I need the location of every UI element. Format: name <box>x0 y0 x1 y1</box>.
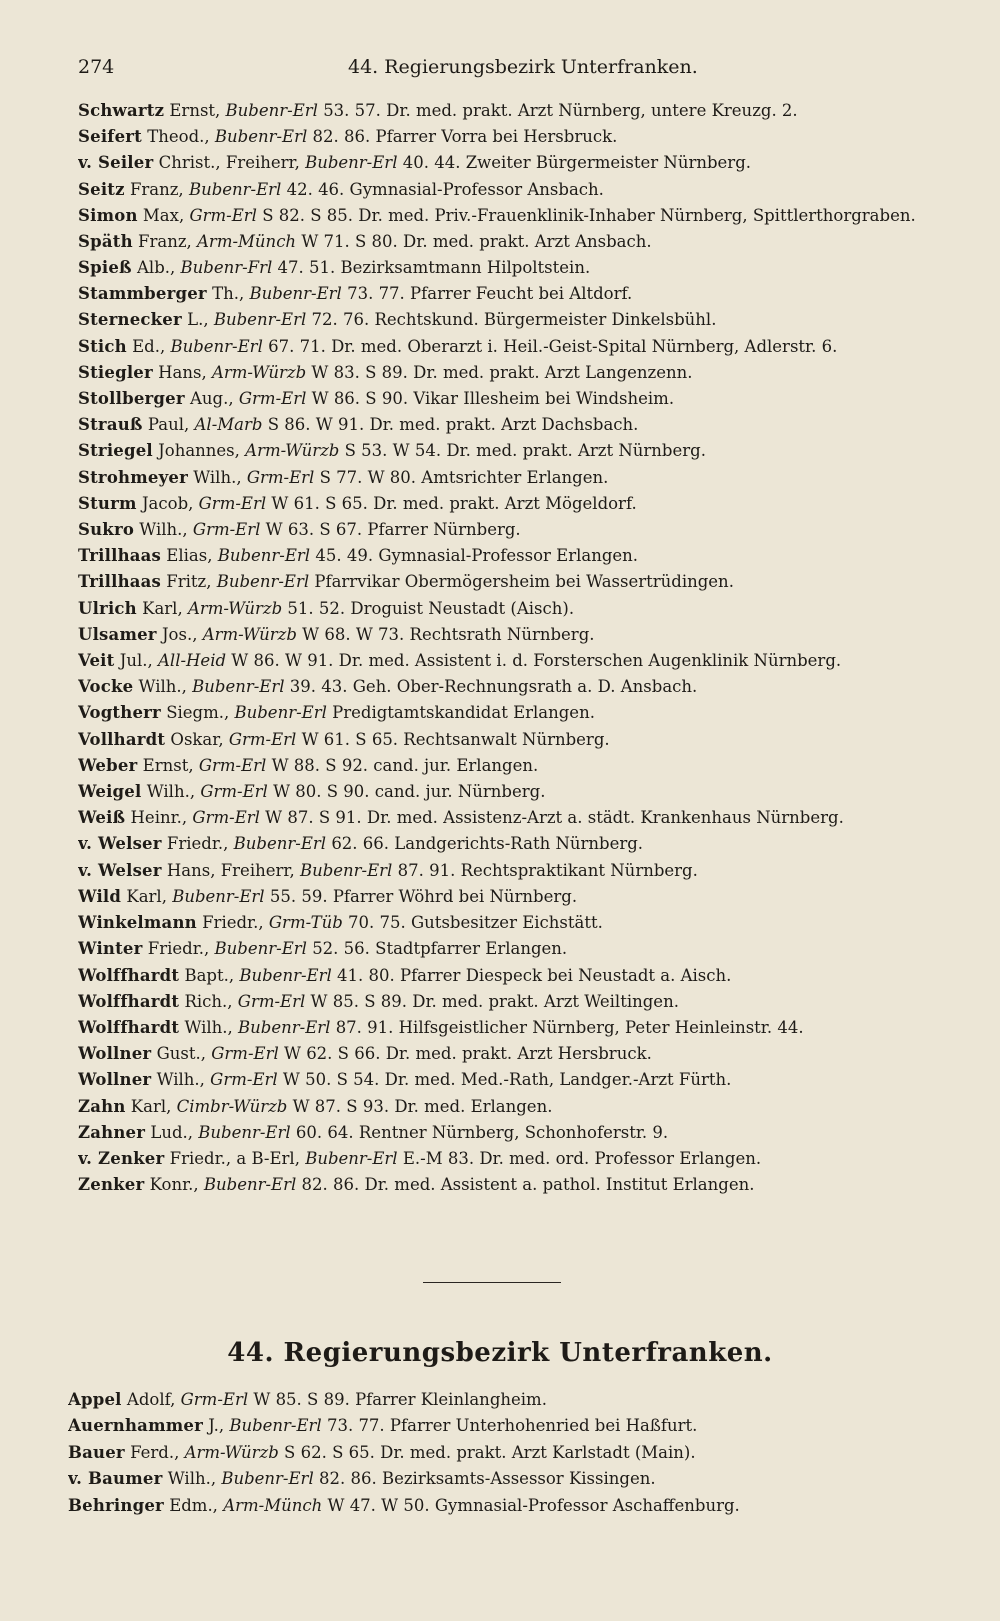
member-surname: Ulsamer <box>78 624 157 644</box>
directory-entry <box>78 229 948 255</box>
member-corps: Grm-Erl <box>189 205 257 225</box>
member-details: W 87. S 91. Dr. med. Assistenz-Arzt a. städt. Krankenhaus Nürnberg. <box>265 808 844 828</box>
member-surname: Weigel <box>78 782 142 802</box>
member-corps: Bubenr-Erl <box>299 860 393 880</box>
member-details: 70. 75. Gutsbesitzer Eichstätt. <box>348 913 603 933</box>
directory-entry <box>78 150 948 176</box>
directory-list-previous-section <box>0 98 1000 1198</box>
member-surname: Strauß <box>78 415 143 435</box>
member-corps: Bubenr-Erl <box>214 939 307 959</box>
member-surname: v. Welser <box>78 834 162 854</box>
member-surname: Wolffhardt <box>78 965 180 985</box>
member-details: 73. 77. Pfarrer Unterhohenried bei Haßfurt. <box>326 1416 698 1436</box>
member-corps: Bubenr-Erl <box>188 179 282 199</box>
member-details: 39. 43. Geh. Ober-Rechnungsrath a. D. Ansbach. <box>289 677 698 697</box>
member-surname: Wolffhardt <box>78 991 180 1011</box>
member-details: W 85. S 89. Pfarrer Kleinlangheim. <box>253 1390 547 1409</box>
member-details: W 87. S 93. Dr. med. Erlangen. <box>292 1096 553 1116</box>
member-surname: Wollner <box>78 1044 152 1064</box>
directory-entry <box>78 805 948 831</box>
member-given-name: Oskar, <box>170 729 224 749</box>
directory-entry <box>78 1172 948 1198</box>
member-given-name: Edm., <box>169 1495 218 1515</box>
member-given-name: Siegm., <box>166 703 230 723</box>
member-surname: v. Welser <box>78 860 162 880</box>
member-given-name: Lud., <box>150 1122 194 1142</box>
member-details: W 86. W 91. Dr. med. Assistent i. d. Forsterschen Augenklinik Nürnberg. <box>231 651 842 671</box>
member-surname: Striegel <box>78 441 153 461</box>
member-given-name: Ed., <box>132 336 166 356</box>
member-corps: Bubenr-Erl <box>225 101 318 120</box>
member-surname: Auernhammer <box>68 1416 203 1436</box>
member-surname: Sukro <box>78 520 135 540</box>
member-corps: Arm-Münch <box>197 231 297 251</box>
member-surname: Appel <box>68 1390 122 1409</box>
directory-entry <box>78 203 1000 229</box>
member-given-name: Wilh., <box>193 467 242 487</box>
member-given-name: Th., <box>212 284 245 304</box>
member-details: S 53. W 54. Dr. med. prakt. Arzt Nürnberg. <box>344 441 706 461</box>
member-corps: Bubenr-Erl <box>221 1469 314 1489</box>
member-corps: Bubenr-Frl <box>180 258 273 278</box>
member-details: W 50. S 54. Dr. med. Med.-Rath, Landger.-Arzt Fürth. <box>282 1070 732 1090</box>
member-corps: Bubenr-Erl <box>229 1416 322 1436</box>
member-given-name: Konr., <box>149 1175 199 1195</box>
member-corps: Grm-Erl <box>198 493 267 513</box>
member-given-name: Heinr., <box>130 808 188 828</box>
member-given-name: Karl, <box>142 598 183 618</box>
directory-entry <box>78 963 948 989</box>
directory-entry <box>78 334 948 360</box>
member-details: W 85. S 89. Dr. med. prakt. Arzt Weiltingen. <box>310 991 679 1011</box>
member-corps: Arm-Münch <box>223 1495 323 1515</box>
member-corps: Grm-Erl <box>200 782 268 802</box>
directory-entry <box>78 1015 948 1041</box>
member-surname: Seitz <box>78 179 125 199</box>
member-corps: Grm-Erl <box>192 520 261 540</box>
member-given-name: Jacob, <box>141 493 194 513</box>
member-details: W 47. W 50. Gymnasial-Professor Aschaffenburg. <box>327 1495 740 1515</box>
member-surname: Simon <box>78 205 138 225</box>
member-details: 82. 86. Bezirksamts-Assessor Kissingen. <box>318 1469 656 1489</box>
member-given-name: Rich., <box>184 991 233 1011</box>
member-surname: Trillhaas <box>78 572 162 592</box>
directory-entry <box>78 569 948 595</box>
member-surname: Späth <box>78 231 133 251</box>
member-surname: Wollner <box>78 1070 152 1090</box>
member-corps: Bubenr-Erl <box>198 1122 291 1142</box>
member-given-name: Hans, <box>158 362 207 382</box>
member-corps: Al-Marb <box>194 415 263 435</box>
member-surname: Veit <box>78 651 115 671</box>
member-surname: Bauer <box>68 1442 125 1462</box>
member-corps: Bubenr-Erl <box>214 127 308 147</box>
directory-entry <box>78 412 948 438</box>
member-given-name: Ernst, <box>169 101 221 120</box>
directory-entry <box>78 700 948 726</box>
directory-entry <box>78 989 948 1015</box>
member-surname: Zahner <box>78 1122 146 1142</box>
member-corps: Grm-Erl <box>238 389 307 409</box>
member-surname: Zenker <box>78 1175 145 1195</box>
directory-entry <box>68 1493 938 1519</box>
member-surname: v. Seiler <box>78 153 154 173</box>
member-corps: Grm-Erl <box>180 1390 249 1409</box>
member-given-name: Ferd., <box>130 1442 180 1462</box>
member-details: W 80. S 90. cand. jur. Nürnberg. <box>273 782 546 802</box>
member-given-name: Wilh., <box>156 1070 205 1090</box>
directory-entry <box>78 124 948 150</box>
directory-entry <box>78 438 948 464</box>
directory-entry <box>78 1146 948 1172</box>
directory-entry <box>68 1387 938 1413</box>
member-details: W 83. S 89. Dr. med. prakt. Arzt Langenzenn. <box>311 362 693 382</box>
directory-entry <box>78 177 948 203</box>
member-corps: Bubenr-Erl <box>305 153 398 173</box>
member-corps: All-Heid <box>158 651 227 671</box>
directory-entry <box>78 753 948 779</box>
directory-entry <box>78 779 948 805</box>
directory-entry <box>78 360 948 386</box>
member-surname: Weiß <box>78 808 126 828</box>
member-given-name: Friedr., <box>202 913 264 933</box>
member-corps: Grm-Erl <box>246 467 315 487</box>
member-details: 62. 66. Landgerichts-Rath Nürnberg. <box>331 834 644 854</box>
member-corps: Arm-Würzb <box>202 624 297 644</box>
member-corps: Grm-Erl <box>237 991 306 1011</box>
member-corps: Bubenr-Erl <box>192 677 285 697</box>
member-details: 53. 57. Dr. med. prakt. Arzt Nürnberg, untere Kreuzg. 2. <box>323 101 798 120</box>
member-given-name: Fritz, <box>166 572 212 592</box>
member-surname: Sturm <box>78 493 137 513</box>
member-details: 55. 59. Pfarrer Wöhrd bei Nürnberg. <box>269 886 578 906</box>
member-given-name: Franz, <box>129 179 184 199</box>
member-given-name: Jul., <box>119 651 153 671</box>
member-corps: Bubenr-Erl <box>238 1017 331 1037</box>
member-details: S 77. W 80. Amtsrichter Erlangen. <box>319 467 609 487</box>
member-given-name: Theod., <box>147 127 210 147</box>
member-given-name: Friedr., a B-Erl, <box>169 1148 300 1168</box>
member-given-name: Alb., <box>137 258 176 278</box>
directory-entry <box>78 386 948 412</box>
member-corps: Bubenr-Erl <box>213 310 307 330</box>
member-surname: Winkelmann <box>78 913 197 933</box>
member-corps: Grm-Tüb <box>268 913 343 933</box>
directory-entry <box>78 1041 948 1067</box>
directory-entry <box>78 858 948 884</box>
member-details: 87. 91. Rechtspraktikant Nürnberg. <box>397 860 698 880</box>
directory-entry <box>78 648 948 674</box>
member-details: S 86. W 91. Dr. med. prakt. Arzt Dachsbach. <box>267 415 639 435</box>
member-surname: Strohmeyer <box>78 467 188 487</box>
member-corps: Bubenr-Erl <box>216 572 310 592</box>
directory-entry <box>78 831 948 857</box>
member-surname: v. Zenker <box>78 1148 165 1168</box>
member-given-name: Wilh., <box>138 677 187 697</box>
section-title: 44. Regierungsbezirk Unterfranken. <box>227 1338 773 1368</box>
member-details: 72. 76. Rechtskund. Bürgermeister Dinkelsbühl. <box>311 310 717 330</box>
member-details: 82. 86. Pfarrer Vorra bei Hersbruck. <box>312 127 618 147</box>
member-given-name: Friedr., <box>166 834 229 854</box>
member-corps: Bubenr-Erl <box>233 834 327 854</box>
member-surname: Stiegler <box>78 362 153 382</box>
directory-entry <box>78 936 948 962</box>
member-details: W 68. W 73. Rechtsrath Nürnberg. <box>302 624 595 644</box>
member-details: S 82. S 85. Dr. med. Priv.-Frauenklinik-Inhaber Nürnberg, Spittlerthorgraben. <box>262 205 916 225</box>
member-given-name: Max, <box>142 205 185 225</box>
directory-entry <box>68 1413 938 1439</box>
member-details: 42. 46. Gymnasial-Professor Ansbach. <box>286 179 604 199</box>
member-details: E.-M 83. Dr. med. ord. Professor Erlangen. <box>402 1148 762 1168</box>
member-details: 52. 56. Stadtpfarrer Erlangen. <box>312 939 568 959</box>
member-surname: Seifert <box>78 127 142 147</box>
member-surname: Vogtherr <box>78 703 161 723</box>
member-surname: Spieß <box>78 258 132 278</box>
member-corps: Bubenr-Erl <box>170 336 263 356</box>
member-corps: Arm-Würzb <box>245 441 340 461</box>
member-corps: Grm-Erl <box>198 755 267 775</box>
member-surname: Zahn <box>78 1096 126 1116</box>
member-corps: Grm-Erl <box>211 1044 279 1064</box>
directory-entry <box>78 910 948 936</box>
member-details: W 86. S 90. Vikar Illesheim bei Windsheim. <box>311 389 675 409</box>
member-details: Pfarrvikar Obermögersheim bei Wassertrüdingen. <box>314 572 734 592</box>
member-surname: Stich <box>78 336 127 356</box>
member-details: 82. 86. Dr. med. Assistent a. pathol. Institut Erlangen. <box>301 1175 755 1195</box>
directory-entry <box>78 98 948 124</box>
member-details: 73. 77. Pfarrer Feucht bei Altdorf. <box>347 284 633 304</box>
member-corps: Cimbr-Würzb <box>176 1096 288 1116</box>
member-corps: Arm-Würzb <box>184 1442 279 1462</box>
directory-list-unterfranken <box>0 1387 1000 1519</box>
member-corps: Grm-Erl <box>192 808 260 828</box>
member-details: 41. 80. Pfarrer Diespeck bei Neustadt a. Aisch. <box>337 965 732 985</box>
member-details: 51. 52. Droguist Neustadt (Aisch). <box>287 598 575 618</box>
directory-entry <box>78 727 948 753</box>
member-given-name: J., <box>208 1416 225 1436</box>
member-given-name: Friedr., <box>147 939 210 959</box>
member-corps: Bubenr-Erl <box>305 1148 398 1168</box>
directory-entry <box>78 674 948 700</box>
member-corps: Bubenr-Erl <box>217 546 311 566</box>
member-surname: Vollhardt <box>78 729 166 749</box>
directory-entry <box>78 884 948 910</box>
member-given-name: Johannes, <box>158 441 240 461</box>
directory-entry <box>78 465 948 491</box>
member-corps: Bubenr-Erl <box>234 703 327 723</box>
directory-entry <box>78 255 948 281</box>
member-given-name: Adolf, <box>126 1390 176 1409</box>
member-given-name: Aug., <box>190 389 234 409</box>
member-given-name: Wilh., <box>146 782 196 802</box>
member-details: S 62. S 65. Dr. med. prakt. Arzt Karlstadt (Main). <box>284 1442 696 1462</box>
member-corps: Grm-Erl <box>228 729 297 749</box>
member-given-name: Paul, <box>147 415 190 435</box>
member-surname: Schwartz <box>78 101 165 120</box>
member-given-name: Ernst, <box>142 755 194 775</box>
member-corps: Bubenr-Erl <box>239 965 332 985</box>
member-corps: Bubenr-Erl <box>203 1175 297 1195</box>
directory-entry <box>68 1466 938 1492</box>
member-details: 40. 44. Zweiter Bürgermeister Nürnberg. <box>402 153 751 173</box>
member-given-name: Hans, Freiherr, <box>166 860 295 880</box>
directory-entry <box>78 1120 948 1146</box>
member-surname: Ulrich <box>78 598 137 618</box>
directory-entry <box>78 491 948 517</box>
directory-entry <box>68 1440 938 1466</box>
member-surname: Behringer <box>68 1495 164 1515</box>
member-details: W 63. S 67. Pfarrer Nürnberg. <box>265 520 521 540</box>
member-given-name: Wilh., <box>184 1017 233 1037</box>
page-header <box>78 56 938 90</box>
member-details: W 61. S 65. Dr. med. prakt. Arzt Mögeldorf. <box>271 493 637 513</box>
directory-entry <box>78 281 948 307</box>
member-corps: Bubenr-Erl <box>249 284 342 304</box>
member-given-name: Franz, <box>138 231 192 251</box>
member-details: 87. 91. Hilfsgeistlicher Nürnberg, Peter Heinleinstr. 44. <box>335 1017 804 1037</box>
member-details: 67. 71. Dr. med. Oberarzt i. Heil.-Geist-Spital Nürnberg, Adlerstr. 6. <box>268 336 838 356</box>
directory-entry <box>78 1094 948 1120</box>
member-given-name: Bapt., <box>184 965 235 985</box>
member-surname: Sternecker <box>78 310 182 330</box>
member-given-name: Gust., <box>156 1044 206 1064</box>
directory-entry <box>78 517 948 543</box>
member-details: W 88. S 92. cand. jur. Erlangen. <box>271 755 539 775</box>
running-title: 44. Regierungsbezirk Unterfranken. <box>348 56 698 78</box>
directory-entry <box>78 307 948 333</box>
member-given-name: Jos., <box>161 624 198 644</box>
member-corps: Arm-Würzb <box>187 598 283 618</box>
member-surname: Stollberger <box>78 389 185 409</box>
member-given-name: Karl, <box>126 886 167 906</box>
member-given-name: Elias, <box>166 546 213 566</box>
member-corps: Bubenr-Erl <box>172 886 265 906</box>
member-surname: Wild <box>78 886 122 906</box>
directory-entry <box>78 1067 948 1093</box>
member-details: Predigtamtskandidat Erlangen. <box>332 703 595 723</box>
member-details: 47. 51. Bezirksamtmann Hilpoltstein. <box>277 258 591 278</box>
member-details: W 61. S 65. Rechtsanwalt Nürnberg. <box>301 729 610 749</box>
member-surname: Winter <box>78 939 143 959</box>
directory-entry <box>78 543 948 569</box>
member-details: W 71. S 80. Dr. med. prakt. Arzt Ansbach. <box>301 231 652 251</box>
member-given-name: Wilh., <box>139 520 188 540</box>
member-given-name: Karl, <box>130 1096 172 1116</box>
member-given-name: Wilh., <box>167 1469 217 1489</box>
member-surname: v. Baumer <box>68 1469 163 1489</box>
member-details: 60. 64. Rentner Nürnberg, Schonhoferstr. 9. <box>295 1122 669 1142</box>
member-details: 45. 49. Gymnasial-Professor Erlangen. <box>315 546 639 566</box>
member-given-name: Christ., Freiherr, <box>158 153 300 173</box>
member-surname: Wolffhardt <box>78 1017 180 1037</box>
member-surname: Trillhaas <box>78 546 162 566</box>
directory-entry <box>78 622 948 648</box>
member-surname: Stammberger <box>78 284 207 304</box>
section-divider <box>423 1282 561 1283</box>
member-given-name: L., <box>187 310 209 330</box>
page-number: 274 <box>78 56 115 78</box>
member-corps: Arm-Würzb <box>211 362 307 382</box>
member-corps: Grm-Erl <box>210 1070 278 1090</box>
member-surname: Vocke <box>78 677 134 697</box>
directory-entry <box>78 596 948 622</box>
member-surname: Weber <box>78 755 138 775</box>
member-details: W 62. S 66. Dr. med. prakt. Arzt Hersbruck. <box>283 1044 652 1064</box>
